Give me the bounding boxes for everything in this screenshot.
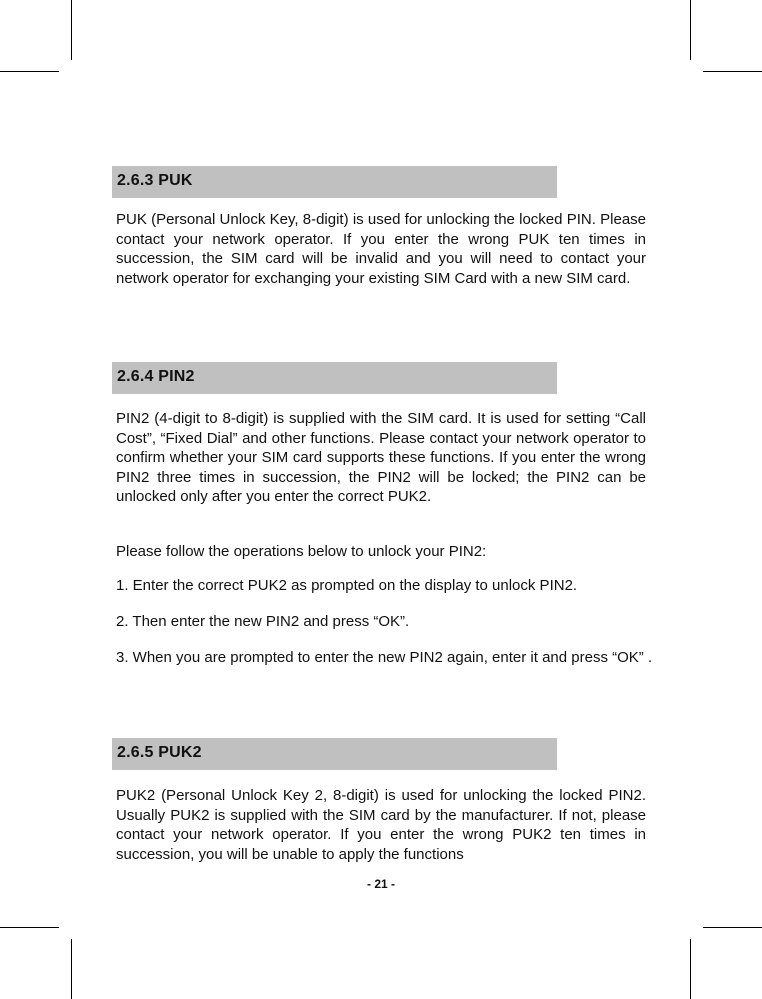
page-number: - 21 - <box>366 877 395 891</box>
puk2-description: PUK2 (Personal Unlock Key 2, 8-digit) is used for unlocking the locked PIN2. Usually PUK2 is supplied with the SIM card by the manufacturer. If not, please contact your network operator. If you enter the wrong PUK2 ten times in succession, you will be unable to apply the functions <box>116 787 646 863</box>
crop-mark-bottom-left-horizontal <box>0 927 59 928</box>
crop-mark-top-left-horizontal <box>0 71 59 72</box>
pin2-unlock-intro: Please follow the operations below to unlock your PIN2: <box>116 543 487 560</box>
crop-mark-top-left-vertical <box>71 0 72 60</box>
crop-mark-top-right-horizontal <box>703 71 762 72</box>
section-heading-puk2: 2.6.5 PUK2 <box>112 738 557 770</box>
pin2-description: PIN2 (4-digit to 8-digit) is supplied with the SIM card. It is used for setting “Call Cost”, “Fixed Dial” and other functions. Please contact your network operator to confirm whether your SIM card supports these functions. If you enter the wrong PIN2 three times in succession, the PIN2 will be locked; the PIN2 can be unlocked only after you enter the correct PUK2. <box>116 410 646 505</box>
pin2-step-3: 3. When you are prompted to enter the new PIN2 again, enter it and press “OK” . <box>116 649 653 666</box>
puk-description: PUK (Personal Unlock Key, 8-digit) is used for unlocking the locked PIN. Please contact your network operator. If you enter the wrong PUK ten times in succession, the SIM card will be invalid and you will need to contact your network operator for exchanging your existing SIM Card with a new SIM card. <box>116 211 646 287</box>
pin2-step-1: 1. Enter the correct PUK2 as prompted on the display to unlock PIN2. <box>116 577 578 594</box>
crop-mark-bottom-right-vertical <box>690 939 691 999</box>
pin2-step-2: 2. Then enter the new PIN2 and press “OK”. <box>116 613 410 630</box>
crop-mark-top-right-vertical <box>690 0 691 60</box>
crop-mark-bottom-right-horizontal <box>703 927 762 928</box>
section-heading-pin2: 2.6.4 PIN2 <box>112 362 557 394</box>
section-heading-puk: 2.6.3 PUK <box>112 166 557 198</box>
crop-mark-bottom-left-vertical <box>71 939 72 999</box>
